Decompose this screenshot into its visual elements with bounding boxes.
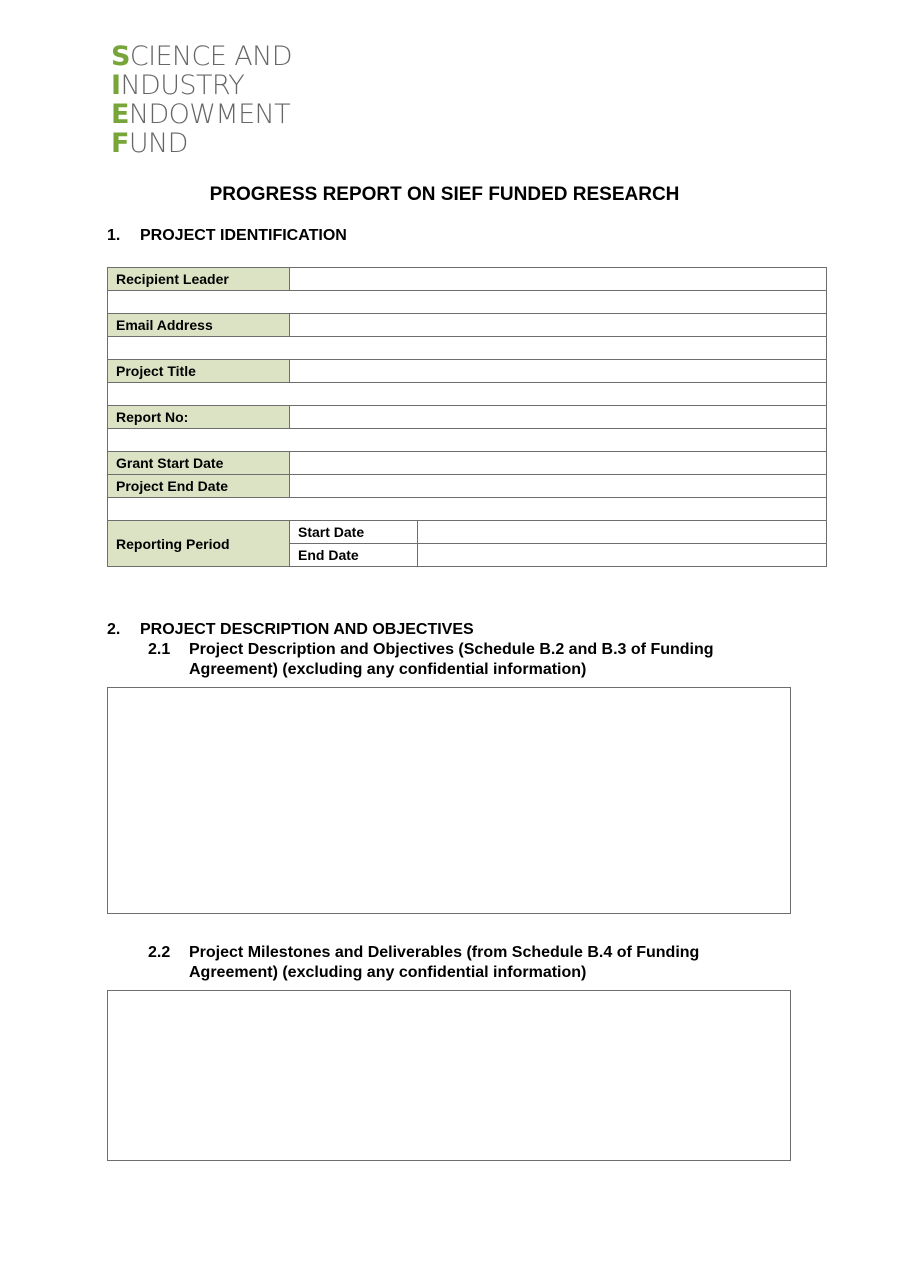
spacer-row <box>108 337 827 360</box>
subsection-2-2-title: Project Milestones and Deliverables (from Schedule B.4 of Funding Agreement) (excluding any confidential information) <box>189 944 700 981</box>
sief-logo <box>111 42 292 158</box>
logo-initial-e: E <box>111 99 129 130</box>
section-2-title: PROJECT DESCRIPTION AND OBJECTIVES <box>140 621 474 638</box>
logo-text-fund: UND <box>128 128 188 159</box>
report-no-field[interactable] <box>290 406 827 429</box>
spacer-cell <box>108 337 827 360</box>
grant-start-date-label: Grant Start Date <box>108 452 290 475</box>
spacer-cell <box>108 291 827 314</box>
section-1-title: PROJECT IDENTIFICATION <box>140 227 347 244</box>
report-no-label: Report No: <box>108 406 290 429</box>
subsection-2-1-number: 2.1 <box>148 641 171 658</box>
project-end-date-label: Project End Date <box>108 475 290 498</box>
subsection-2-2-number: 2.2 <box>148 944 171 961</box>
start-date-label: Start Date <box>290 521 418 544</box>
project-milestones-textbox[interactable] <box>107 990 791 1161</box>
logo-line-endowment <box>111 100 292 129</box>
row-project-title <box>108 360 827 383</box>
recipient-leader-label: Recipient Leader <box>108 268 290 291</box>
recipient-leader-field[interactable] <box>290 268 827 291</box>
logo-text-endowment: NDOWMENT <box>128 99 291 130</box>
subsection-2-2-heading <box>148 943 768 983</box>
section-1-heading <box>107 227 347 245</box>
subsection-2-1-heading <box>148 640 768 680</box>
logo-initial-i: I <box>111 70 121 101</box>
spacer-row <box>108 498 827 521</box>
spacer-cell <box>108 429 827 452</box>
logo-line-science <box>111 42 292 71</box>
row-recipient-leader <box>108 268 827 291</box>
row-grant-start-date <box>108 452 827 475</box>
reporting-period-label: Reporting Period <box>108 521 290 567</box>
section-2-number: 2. <box>107 621 121 638</box>
email-address-field[interactable] <box>290 314 827 337</box>
end-date-label: End Date <box>290 544 418 567</box>
email-address-label: Email Address <box>108 314 290 337</box>
spacer-row <box>108 383 827 406</box>
grant-start-date-field[interactable] <box>290 452 827 475</box>
row-reporting-period-start <box>108 521 827 544</box>
spacer-row <box>108 429 827 452</box>
spacer-cell <box>108 498 827 521</box>
logo-line-industry <box>111 71 292 100</box>
logo-line-fund <box>111 129 292 158</box>
project-title-label: Project Title <box>108 360 290 383</box>
section-1-number: 1. <box>107 227 121 244</box>
document-title: PROGRESS REPORT ON SIEF FUNDED RESEARCH <box>209 184 680 205</box>
project-end-date-field[interactable] <box>290 475 827 498</box>
logo-text-industry: NDUSTRY <box>120 70 245 101</box>
logo-text-science: CIENCE AND <box>129 41 292 72</box>
subsection-2-1-title: Project Description and Objectives (Schedule B.2 and B.3 of Funding Agreement) (excluding any confidential information) <box>189 641 714 678</box>
row-project-end-date <box>108 475 827 498</box>
section-2-heading <box>107 621 474 639</box>
logo-initial-f: F <box>111 128 129 159</box>
project-title-field[interactable] <box>290 360 827 383</box>
start-date-field[interactable] <box>418 521 827 544</box>
end-date-field[interactable] <box>418 544 827 567</box>
project-identification-table <box>107 267 827 567</box>
spacer-row <box>108 291 827 314</box>
project-description-textbox[interactable] <box>107 687 791 914</box>
row-email-address <box>108 314 827 337</box>
logo-initial-s: S <box>111 41 130 72</box>
spacer-cell <box>108 383 827 406</box>
row-report-no <box>108 406 827 429</box>
